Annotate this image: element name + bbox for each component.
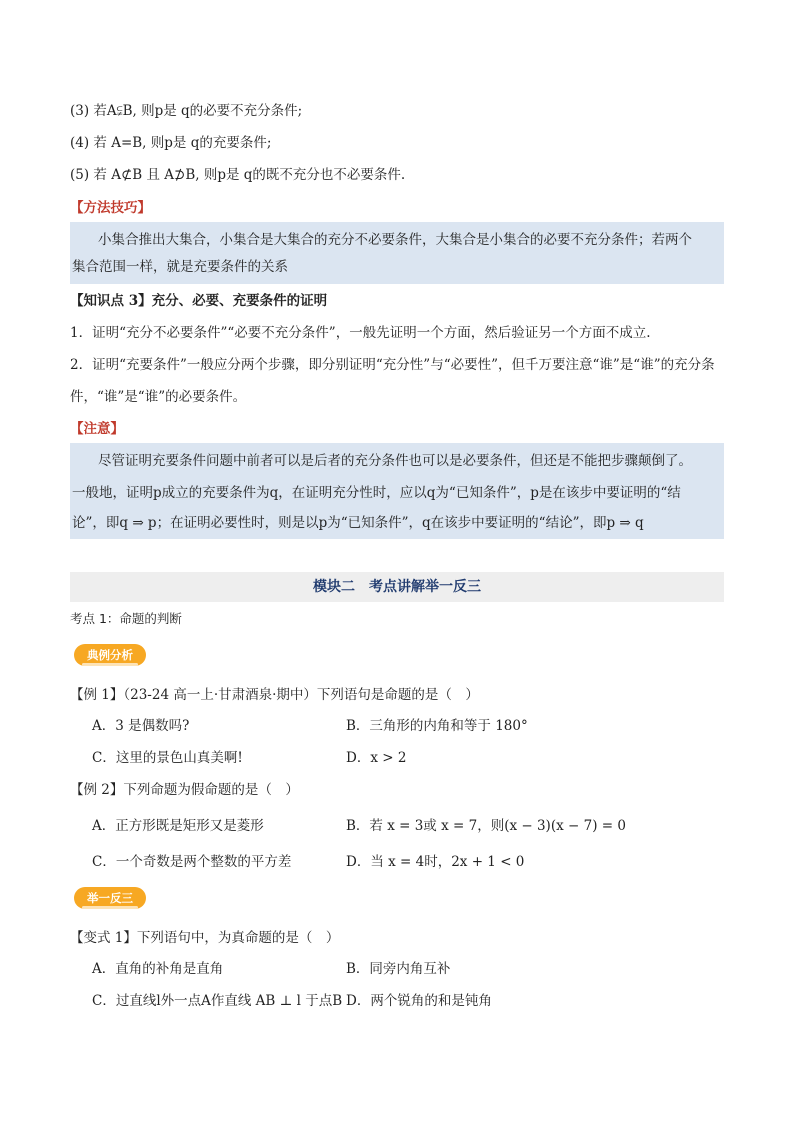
example1-stem: 【例 1】（23-24 高一上·甘肃酒泉·期中）下列语句是命题的是（ ） [70,687,479,703]
note-line-2: 一般地，证明p成立的充要条件为q，在证明充分性时，应以q为“已知条件”，p是在该步中要证明的“结 [72,485,681,501]
note-line-1: 尽管证明充要条件问题中前者可以是后者的充分条件也可以是必要条件，但还是不能把步骤颠倒了。 [98,453,692,469]
tips-line-1: 小集合推出大集合，小集合是大集合的充分不必要条件，大集合是小集合的必要不充分条件；若两个 [98,232,692,248]
knowledge3-item-1: 1．证明“充分不必要条件”“必要不充分条件”，一般先证明一个方面，然后验证另一个方面不成立. [70,325,651,341]
example2-option-d: D．当 x = 4时，2x + 1 < 0 [346,854,525,870]
knowledge3-heading: 【知识点 3】充分、必要、充要条件的证明 [70,293,328,309]
example2-option-b: B．若 x = 3或 x = 7，则(x − 3)(x − 7) = 0 [346,818,626,834]
tips-box [70,222,724,284]
module-title: 模块二 考点讲解举一反三 [70,572,724,602]
example2-stem: 【例 2】下列命题为假命题的是（ ） [70,782,299,798]
variant1-option-b: B．同旁内角互补 [346,961,451,977]
variant1-option-d: D．两个锐角的和是钝角 [346,993,492,1009]
example2-option-a: A．正方形既是矩形又是菱形 [92,818,264,834]
example-badge: 典例分析 [74,644,146,666]
knowledge3-item-2-line-1: 2．证明“充要条件”一般应分两个步骤，即分别证明“充分性”与“必要性”，但千万要注意“谁”是“谁”的充分条 [70,357,715,373]
variant1-option-a: A．直角的补角是直角 [92,961,224,977]
condition-4: (4) 若 A=B, 则p是 q的充要条件; [70,135,272,151]
point1-label: 考点 1：命题的判断 [70,611,182,626]
tips-heading: 【方法技巧】 [70,200,151,216]
variant1-stem: 【变式 1】下列语句中，为真命题的是（ ） [70,930,340,946]
example1-option-a: A．3 是偶数吗? [92,718,190,734]
note-heading: 【注意】 [70,421,124,437]
example1-option-d: D．x > 2 [346,750,407,766]
tips-line-2: 集合范围一样，就是充要条件的关系 [72,259,288,275]
note-line-3: 论”，即q ⇒ p；在证明必要性时，则是以p为“已知条件”，q在该步中要证明的“结论”，即p ⇒ q [72,515,644,531]
example1-option-b: B．三角形的内角和等于 180° [346,718,528,734]
variant1-option-c: C．过直线l外一点A作直线 AB ⊥ l 于点B [92,993,343,1009]
variant-badge: 举一反三 [74,887,146,909]
condition-5: (5) 若 A⊄B 且 A⊅B, 则p是 q的既不充分也不必要条件. [70,167,406,183]
condition-3: (3) 若A⫋B, 则p是 q的必要不充分条件; [70,103,303,119]
knowledge3-item-2-line-2: 件，“谁”是“谁”的必要条件。 [70,389,247,405]
example2-option-c: C．一个奇数是两个整数的平方差 [92,854,292,870]
note-box [70,443,724,539]
example1-option-c: C．这里的景色山真美啊! [92,750,243,766]
